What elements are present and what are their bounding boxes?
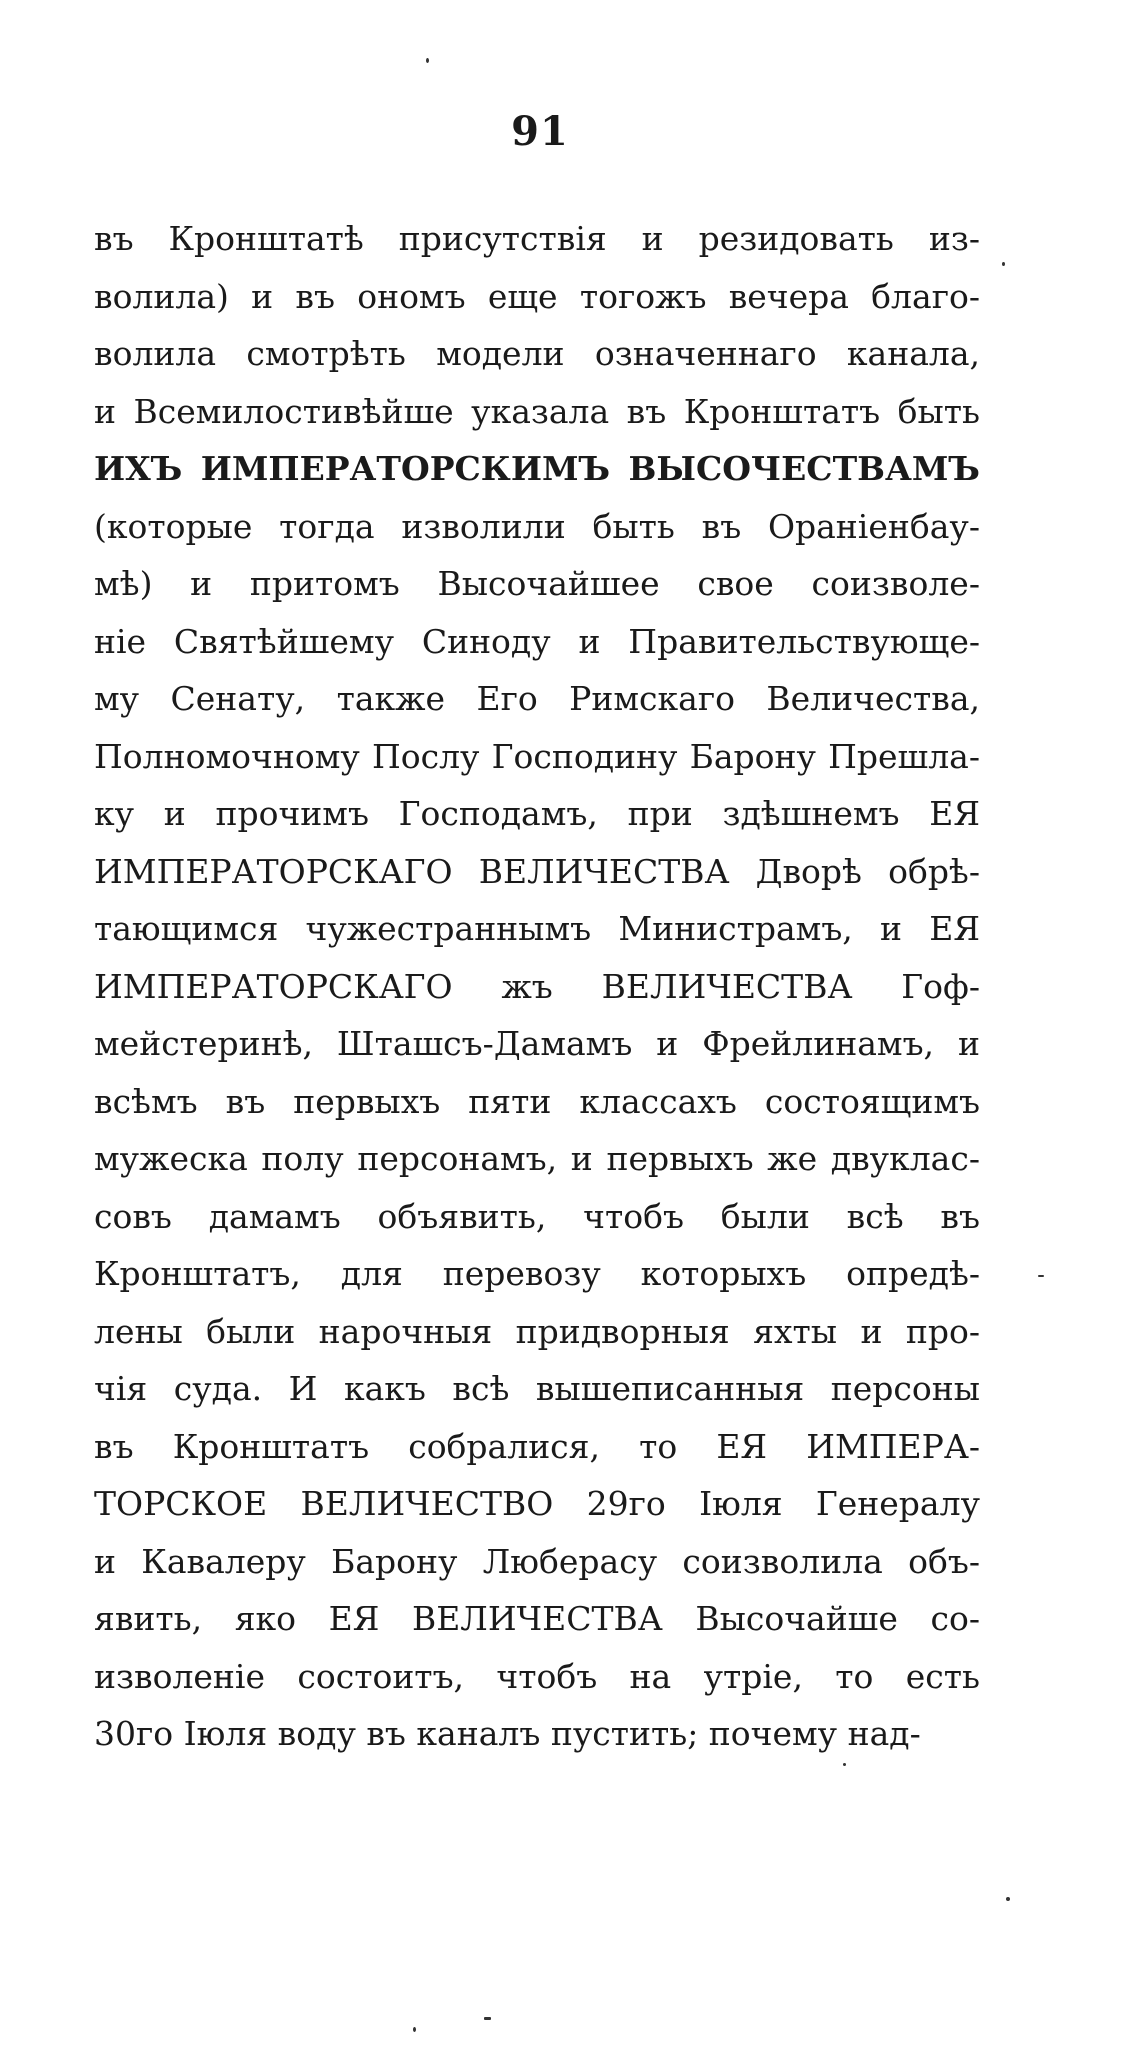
text-line: волила смотрѣть модели означеннаго канала,	[94, 334, 980, 373]
text-line: изволеніе состоитъ, чтобъ на утріе, то есть	[94, 1656, 980, 1696]
text-line: мужеска полу персонамъ, и первыхъ же двуклас-	[94, 1139, 980, 1178]
text-line: Полномочному Послу Господину Барону Прешла-	[94, 736, 980, 776]
text-line: и Всемилостивѣйше указала въ Кронштатъ быть	[94, 391, 980, 431]
text-line: всѣмъ въ первыхъ пяти классахъ состоящимъ	[94, 1081, 980, 1121]
ink-speck	[484, 2017, 491, 2020]
text-line: чія суда. И какъ всѣ вышеписанныя персоны	[94, 1369, 980, 1408]
text-line: явить, яко ЕЯ ВЕЛИЧЕСТВА Высочайше со-	[94, 1599, 980, 1638]
ink-speck	[1002, 262, 1005, 266]
ink-speck	[426, 58, 429, 63]
text-line: ИХЪ ИМПЕРАТОРСКИМЪ ВЫСОЧЕСТВАМЪ	[94, 449, 980, 488]
body-text	[94, 210, 980, 1763]
text-line: въ Кронштатъ собралися, то ЕЯ ИМПЕРА-	[94, 1426, 980, 1466]
ink-speck	[1006, 1897, 1010, 1901]
text-line: (которые тогда изволили быть въ Ораніенбау-	[94, 506, 980, 546]
text-line: волила) и въ ономъ еще тогожъ вечера благо-	[94, 276, 980, 316]
text-line: му Сенату, также Его Римскаго Величества,	[94, 679, 980, 718]
text-line: мейстеринѣ, Шташсъ-Дамамъ и Фрейлинамъ, и	[94, 1024, 980, 1063]
text-line: тающимся чужестраннымъ Министрамъ, и ЕЯ	[94, 909, 980, 948]
text-line: совъ дамамъ объявить, чтобъ были всѣ въ	[94, 1196, 980, 1236]
text-line: ТОРСКОЕ ВЕЛИЧЕСТВО 29го Іюля Генералу	[94, 1484, 980, 1523]
ink-speck	[413, 2027, 416, 2032]
text-line: и Кавалеру Барону Люберасу соизволила объ-	[94, 1541, 980, 1581]
ink-speck	[1038, 1275, 1044, 1277]
text-line: въ Кронштатѣ присутствія и резидовать из-	[94, 219, 980, 258]
text-line: 30го Іюля воду въ каналъ пустить; почему над-	[94, 1714, 921, 1753]
text-line: лены были нарочныя придворныя яхты и про-	[94, 1311, 980, 1351]
text-line: ку и прочимъ Господамъ, при здѣшнемъ ЕЯ	[94, 794, 980, 833]
text-line: ИМПЕРАТОРСКАГО жъ ВЕЛИЧЕСТВА Гоф-	[94, 966, 980, 1006]
text-line: ніе Святѣйшему Синоду и Правительствующе-	[94, 621, 980, 661]
text-line: мѣ) и притомъ Высочайшее свое соизволе-	[94, 564, 980, 603]
ink-speck	[843, 1763, 846, 1766]
text-line: ИМПЕРАТОРСКАГО ВЕЛИЧЕСТВА Дворѣ обрѣ-	[94, 851, 980, 891]
text-line: Кронштатъ, для перевозу которыхъ опредѣ-	[94, 1254, 980, 1293]
page-number: 91	[511, 108, 569, 155]
